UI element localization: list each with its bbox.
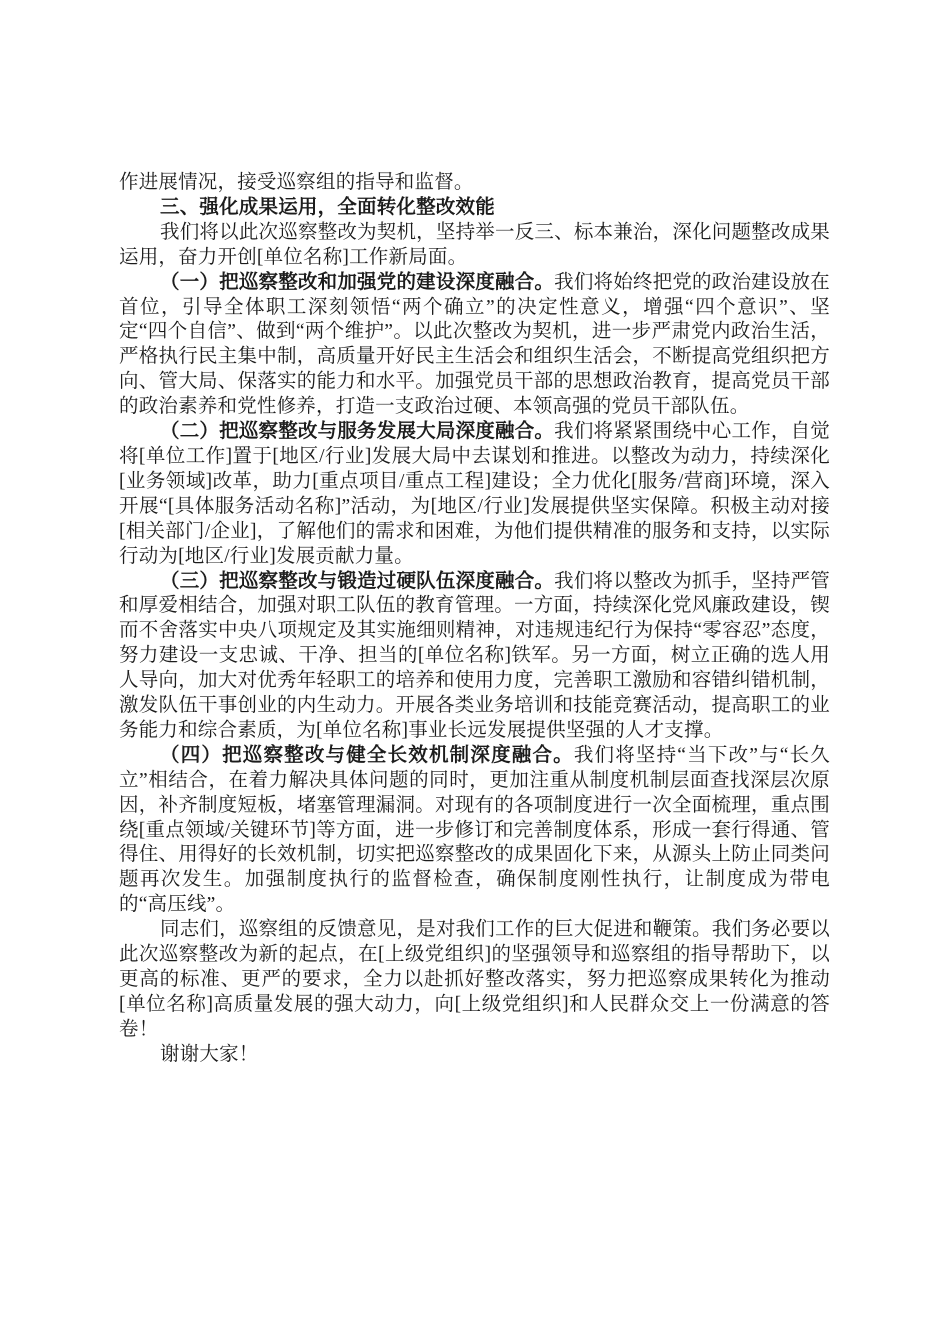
item-3-body: 我们将以整改为抓手，坚持严管和厚爱相结合，加强对职工队伍的教育管理。一方面，持续深化党风廉政建设，锲而不舍落实中央八项规定及其实施细则精神，对违规违纪行为保持“零容忍”态度，努力建设一支忠诚、干净、担当的[单位名称]铁军。另一方面，树立正确的选人用人导向，加大对优秀年轻职工的培养和使用力度，完善职工激励和容错纠错机制，激发队伍干事创业的内生动力。开展各类业务培训和技能竞赛活动，提高职工的业务能力和综合素质，为[单位名称]事业长远发展提供坚强的人才支撑。 [119, 570, 830, 741]
item-paragraph-3 [119, 570, 830, 744]
section-heading: 三、强化成果运用，全面转化整改效能 [160, 196, 495, 218]
item-1-body: 我们将始终把党的政治建设放在首位，引导全体职工深刻领悟“两个确立”的决定性意义，增强“四个意识”、坚定“四个自信”、做到“两个维护”。以此次整改为契机，进一步严肃党内政治生活，严格执行民主集中制，高质量开好民主生活会和组织生活会，不断提高党组织把方向、管大局、保落实的能力和水平。加强党员干部的思想政治教育，提高党员干部的政治素养和党性修养，打造一支政治过硬、本领高强的党员干部队伍。 [119, 271, 830, 418]
item-2-body: 我们将紧紧围绕中心工作，自觉将[单位工作]置于[地区/行业]发展大局中去谋划和推进。以整改为动力，持续深化[业务领域]改革，助力[重点项目/重点工程]建设；全力优化[服务/营商]环境，深入开展“[具体服务活动名称]”活动，为[地区/行业]发展提供坚实保障。积极主动对接[相关部门/企业]，了解他们的需求和困难，为他们提供精准的服务和支持，以实际行动为[地区/行业]发展贡献力量。 [119, 421, 830, 567]
item-3-heading: （三）把巡察整改与锻造过硬队伍深度融合。 [160, 570, 555, 592]
document-content [119, 171, 830, 1068]
item-paragraph-2 [119, 420, 830, 569]
intro-paragraph: 我们将以此次巡察整改为契机，坚持举一反三、标本兼治，深化问题整改成果运用，奋力开创[单位名称]工作新局面。 [119, 221, 830, 268]
item-paragraph-4 [119, 744, 830, 918]
item-2-heading: （二）把巡察整改与服务发展大局深度融合。 [160, 421, 555, 443]
item-4-heading: （四）把巡察整改与健全长效机制深度融合。 [160, 744, 574, 766]
continuation-line: 作进展情况，接受巡察组的指导和监督。 [119, 172, 474, 193]
item-1-heading: （一）把巡察整改和加强党的建设深度融合。 [160, 271, 555, 293]
thanks-line: 谢谢大家！ [160, 1043, 259, 1065]
item-4-body: 我们将坚持“当下改”与“长久立”相结合，在着力解决具体问题的同时，更加注重从制度机制层面查找深层次原因，补齐制度短板，堵塞管理漏洞。对现有的各项制度进行一次全面梳理，重点围绕[重点领域/关键环节]等方面，进一步修订和完善制度体系，形成一套行得通、管得住、用得好的长效机制，切实把巡察整改的成果固化下来，从源头上防止同类问题再次发生。加强制度执行的监督检查，确保制度刚性执行，让制度成为带电的“高压线”。 [119, 744, 830, 916]
closing-paragraph: 同志们，巡察组的反馈意见，是对我们工作的巨大促进和鞭策。我们务必要以此次巡察整改为新的起点，在[上级党组织]的坚强领导和巡察组的指导帮助下，以更高的标准、更严的要求，全力以赴抓好整改落实，努力把巡察成果转化为推动[单位名称]高质量发展的强大动力，向[上级党组织]和人民群众交上一份满意的答卷！ [119, 919, 830, 1040]
item-paragraph-1 [119, 271, 830, 420]
